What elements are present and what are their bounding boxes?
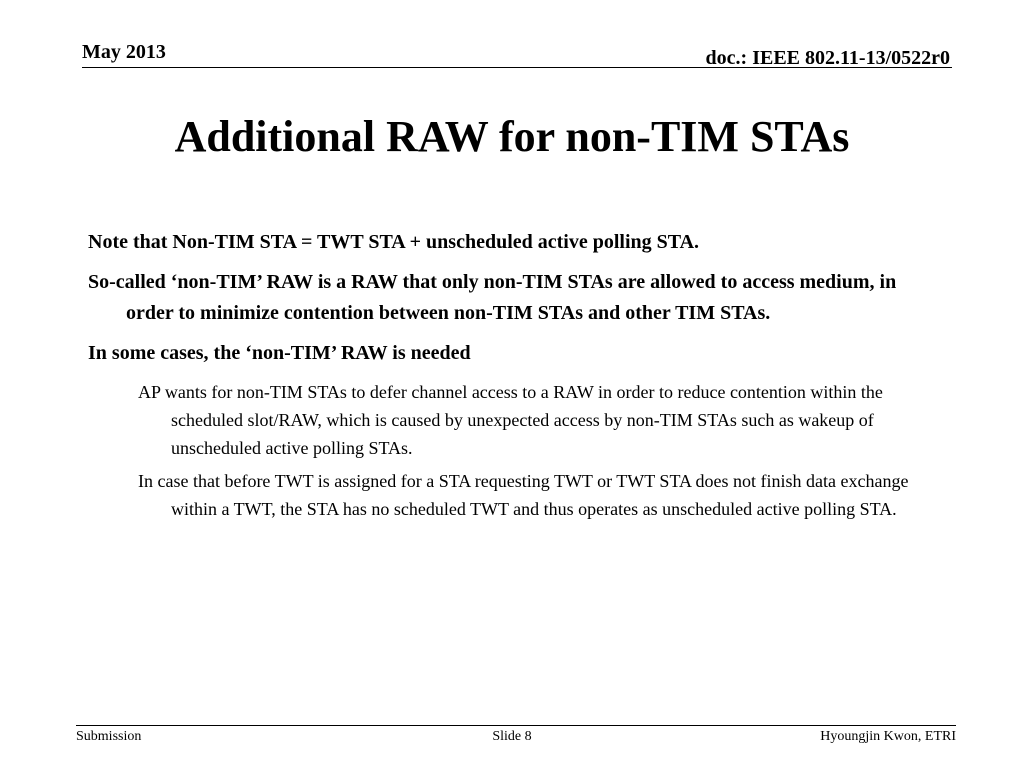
header-doc-id: doc.: IEEE 802.11-13/0522r0: [705, 47, 950, 69]
header-date: May 2013: [82, 41, 166, 63]
slide-body: [88, 227, 948, 528]
bullet-level2: AP wants for non-TIM STAs to defer channel access to a RAW in order to reduce contention within the scheduled slot/RAW, which is caused by unexpected access by non-TIM STAs such as wakeup of unscheduled active polling STAs.: [138, 382, 883, 458]
bullet-level1: Note that Non-TIM STA = TWT STA + unscheduled active polling STA.: [88, 231, 700, 253]
bullet-level2: In case that before TWT is assigned for a STA requesting TWT or TWT STA does not finish data exchange within a TWT, the STA has no scheduled TWT and thus operates as unscheduled active polling STA.: [138, 471, 909, 519]
footer-author: Hyoungjin Kwon, ETRI: [820, 729, 956, 744]
bullet-level1: So-called ‘non-TIM’ RAW is a RAW that only non-TIM STAs are allowed to access medium, in order to minimize contention between non-TIM STAs and other TIM STAs.: [88, 271, 897, 324]
bullet-level1: In some cases, the ‘non-TIM’ RAW is needed: [88, 342, 471, 364]
footer-slide-number: Slide 8: [492, 729, 532, 744]
header-divider: [82, 67, 952, 68]
slide-title: Additional RAW for non-TIM STAs: [174, 112, 850, 161]
footer-submission: Submission: [76, 729, 142, 744]
footer-divider: [76, 725, 956, 726]
